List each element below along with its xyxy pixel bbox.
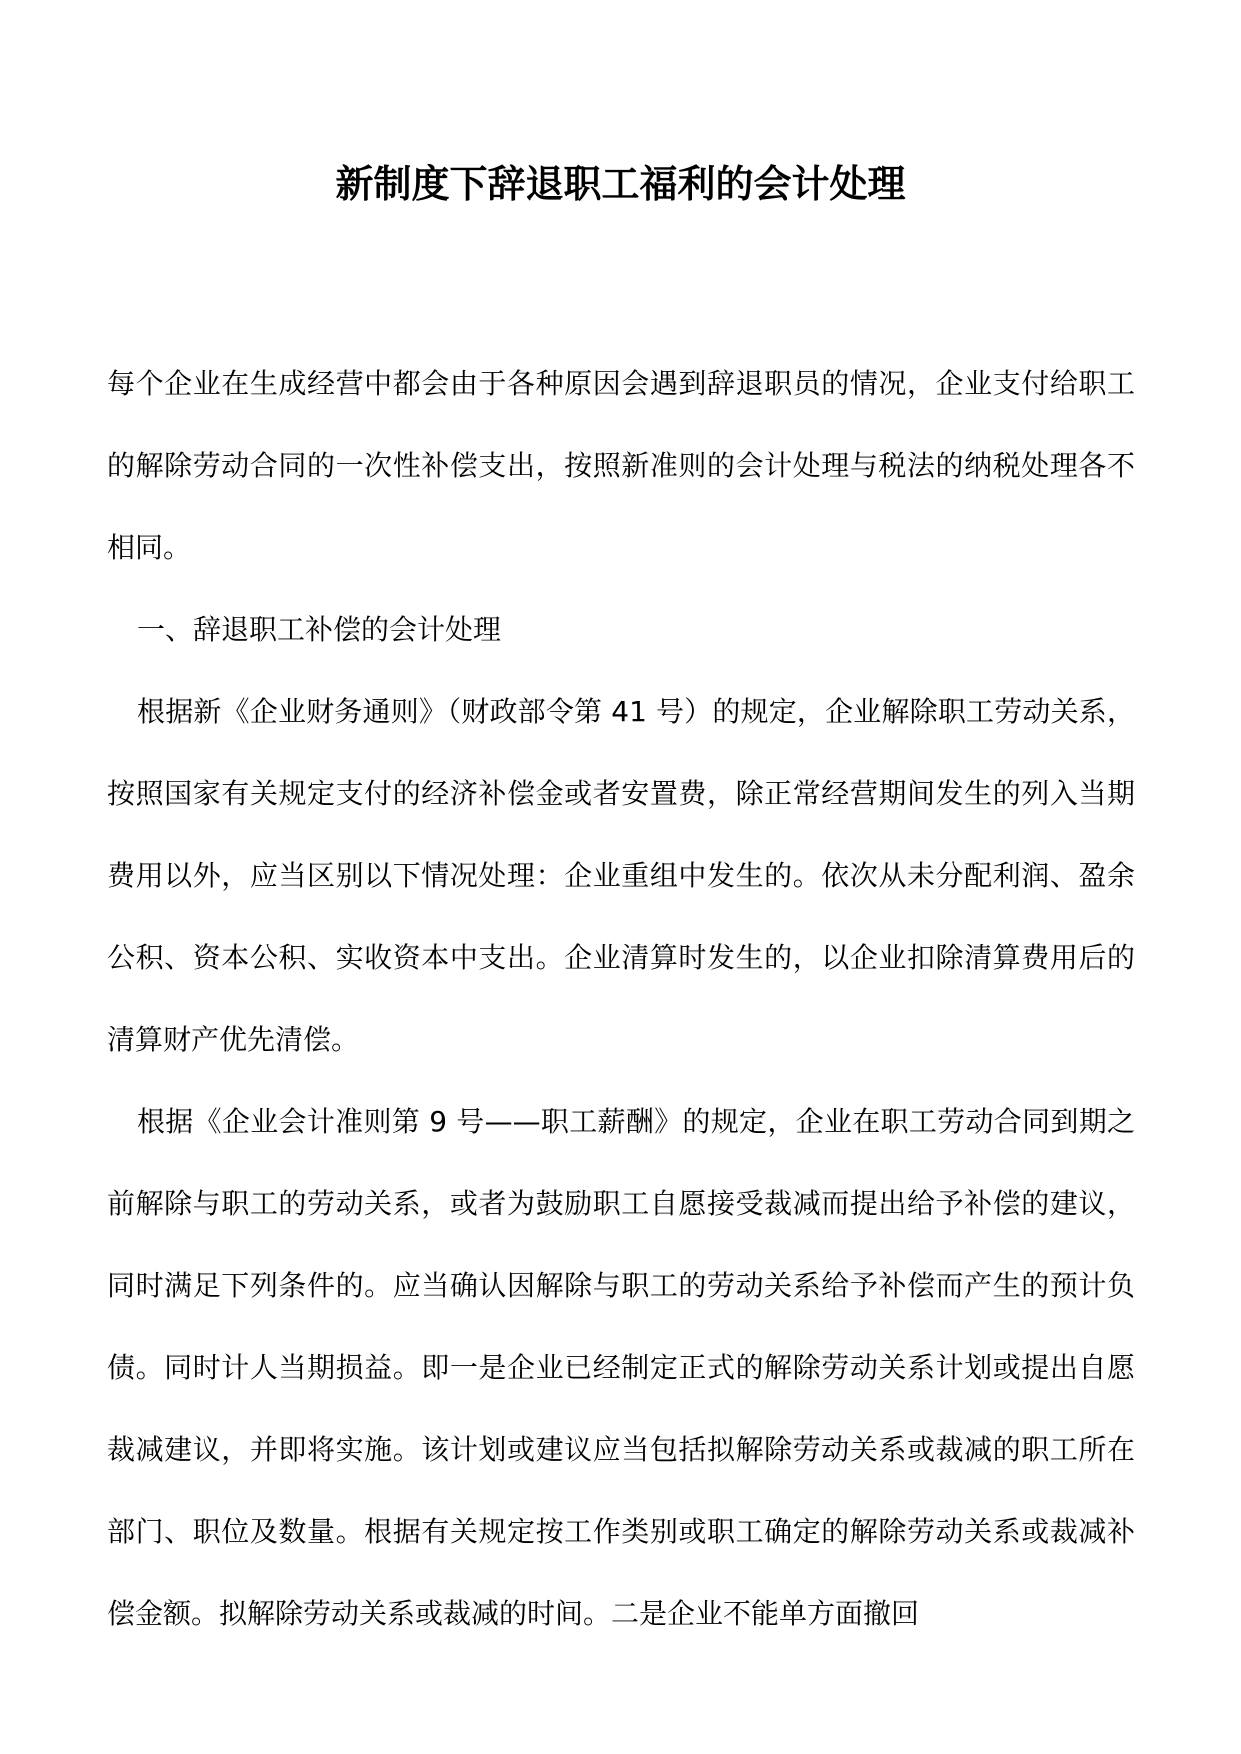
paragraph-financial-rules: 根据新《企业财务通则》（财政部令第 41 号）的规定，企业解除职工劳动关系，按照国家有关规定支付的经济补偿金或者安置费，除正常经营期间发生的列入当期费用以外，应当区别以下情况处理：企业重组中发生的。依次从未分配利润、盈余公积、资本公积、实收资本中支出。企业清算时发生的，以企业扣除清算费用后的清算财产优先清偿。	[107, 695, 1135, 1056]
paragraph-intro: 每个企业在生成经营中都会由于各种原因会遇到辞退职员的情况，企业支付给职工的解除劳动合同的一次性补偿支出，按照新准则的会计处理与税法的纳税处理各不相同。	[107, 367, 1135, 564]
section-heading: 一、辞退职工补偿的会计处理	[137, 613, 502, 646]
document-body	[107, 343, 1135, 1655]
paragraph-accounting-standard: 根据《企业会计准则第 9 号——职工薪酬》的规定，企业在职工劳动合同到期之前解除与职工的劳动关系，或者为鼓励职工自愿接受裁减而提出给予补偿的建议，同时满足下列条件的。应当确认因解除与职工的劳动关系给予补偿而产生的预计负债。同时计人当期损益。即一是企业已经制定正式的解除劳动关系计划或提出自愿裁减建议，并即将实施。该计划或建议应当包括拟解除劳动关系或裁减的职工所在部门、职位及数量。根据有关规定按工作类别或职工确定的解除劳动关系或裁减补偿金额。拟解除劳动关系或裁减的时间。二是企业不能单方面撤回	[107, 1105, 1135, 1630]
document-title: 新制度下辞退职工福利的会计处理	[335, 161, 906, 206]
